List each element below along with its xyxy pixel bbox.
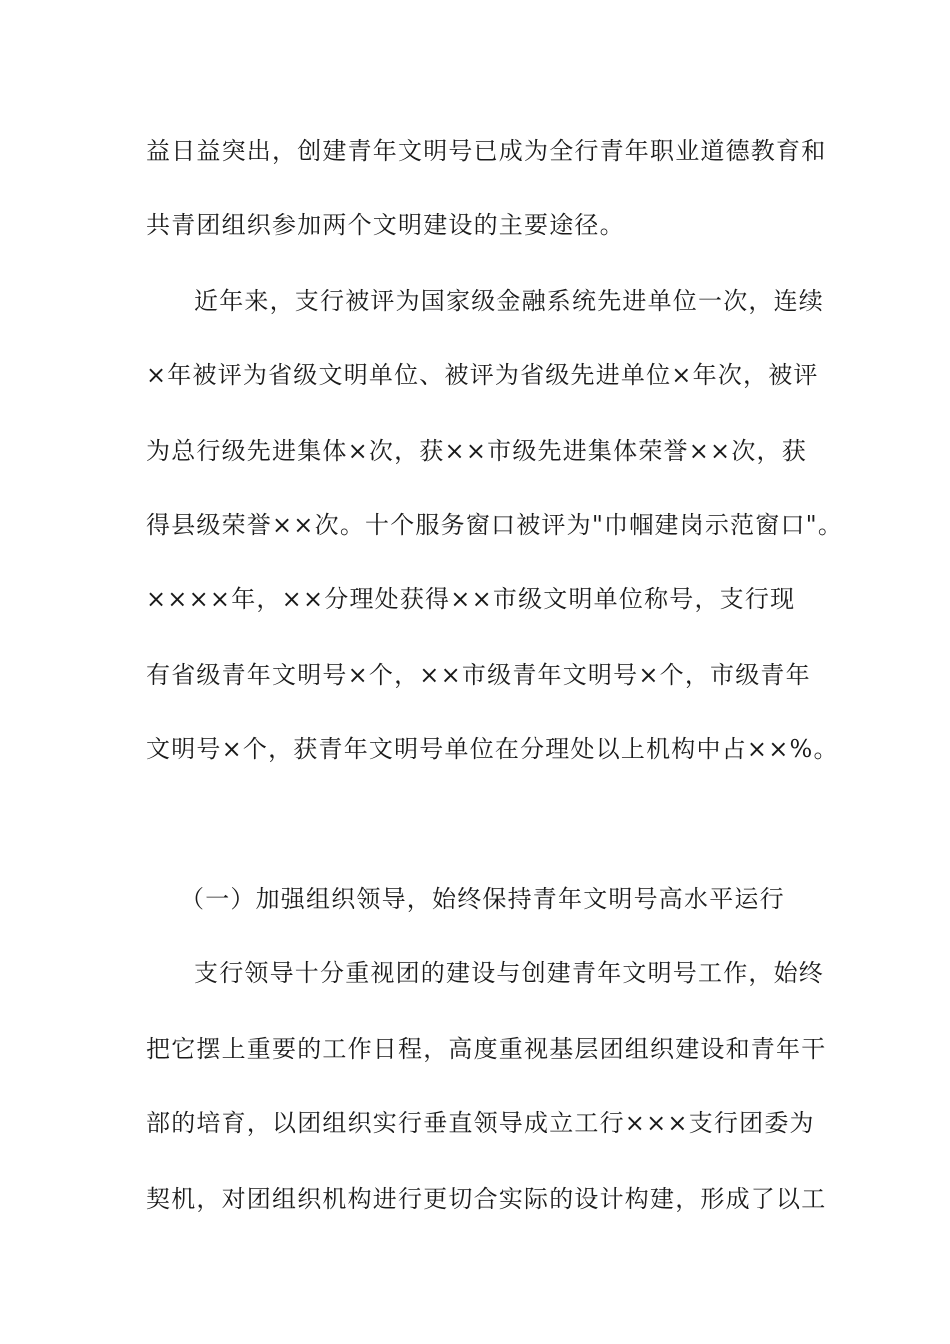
paragraph-1-line-2: 共青团组织参加两个文明建设的主要途径。: [146, 211, 625, 239]
paragraph-2-line-7: 文明号×个，获青年文明号单位在分理处以上机构中占××%。: [146, 735, 839, 763]
paragraph-2-line-6: 有省级青年文明号×个，××市级青年文明号×个，市级青年: [146, 661, 811, 689]
paragraph-2-line-3: 为总行级先进集体×次，获××市级先进集体荣誉××次，获: [146, 437, 807, 465]
paragraph-3-line-1: 支行领导十分重视团的建设与创建青年文明号工作，始终: [194, 959, 824, 987]
paragraph-3-line-4: 契机，对团组织机构进行更切合实际的设计构建，形成了以工: [146, 1185, 827, 1213]
paragraph-3-line-2: 把它摆上重要的工作日程，高度重视基层团组织建设和青年干: [146, 1035, 827, 1063]
paragraph-2-line-5: ××××年，××分理处获得××市级文明单位称号，支行现: [146, 585, 796, 613]
paragraph-2-line-1: 近年来，支行被评为国家级金融系统先进单位一次，连续: [194, 287, 824, 315]
paragraph-1-line-1: 益日益突出，创建青年文明号已成为全行青年职业道德教育和: [146, 137, 827, 165]
paragraph-2-line-2: ×年被评为省级文明单位、被评为省级先进单位×年次，被评: [146, 361, 819, 389]
paragraph-2-line-4: 得县级荣誉××次。十个服务窗口被评为"巾帼建岗示范窗口"。: [146, 511, 844, 539]
section-heading: （一）加强组织领导，始终保持青年文明号高水平运行: [180, 885, 785, 913]
paragraph-3-line-3: 部的培育，以团组织实行垂直领导成立工行×××支行团委为: [146, 1109, 815, 1137]
